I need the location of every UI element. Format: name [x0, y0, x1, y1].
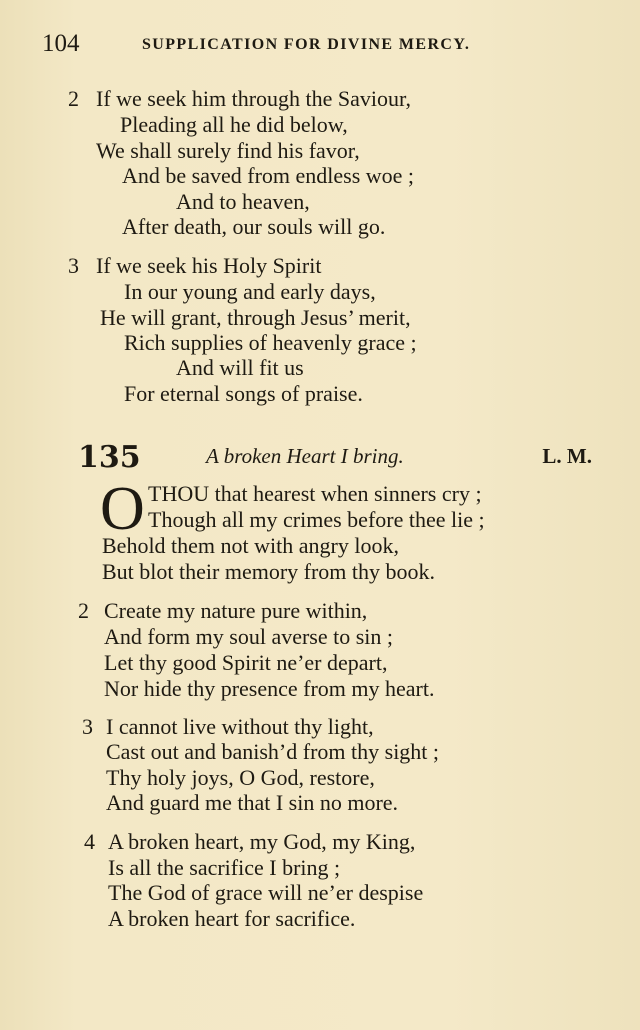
verse-line: And be saved from endless woe ;	[122, 163, 415, 188]
hymn-title: A broken Heart I bring.	[206, 444, 404, 468]
verse-number: 2	[78, 598, 89, 623]
hymn-header	[78, 440, 600, 480]
verse-line: Thy holy joys, O God, restore,	[106, 765, 375, 790]
verse-line: Behold them not with angry look,	[102, 533, 399, 558]
verse-number: 3	[82, 714, 93, 739]
verse-line: After death, our souls will go.	[122, 214, 386, 239]
verse-line: A broken heart for sacrifice.	[108, 906, 356, 931]
drop-cap: O	[100, 475, 145, 543]
verse-line: Is all the sacrifice I bring ;	[108, 855, 341, 880]
verse-line: And guard me that I sin no more.	[106, 790, 399, 815]
verse-line: The God of grace will ne’er despise	[108, 880, 424, 905]
verse-line: And form my soul averse to sin ;	[104, 624, 394, 649]
running-head: SUPPLICATION FOR DIVINE MERCY.	[142, 36, 471, 53]
verse-number: 3	[68, 253, 79, 278]
verse-line: In our young and early days,	[124, 279, 376, 304]
verse-line: Rich supplies of heavenly grace ;	[124, 330, 417, 355]
verse-line: Pleading all he did below,	[120, 112, 348, 137]
verse-line: But blot their memory from thy book.	[102, 559, 436, 584]
verse-line: If we seek him through the Saviour,	[96, 86, 411, 111]
verse-line: And to heaven,	[176, 189, 310, 214]
verse-line: Create my nature pure within,	[104, 598, 368, 623]
page-header	[42, 30, 620, 64]
verse-line: If we seek his Holy Spirit	[96, 253, 322, 278]
verse-number: 2	[68, 86, 79, 111]
verse-line: For eternal songs of praise.	[124, 381, 363, 406]
verse-line: A broken heart, my God, my King,	[108, 829, 416, 854]
verse-line: He will grant, through Jesus’ merit,	[100, 305, 411, 330]
hymn-meter: L. M.	[542, 444, 592, 468]
verse-line: Cast out and banish’d from thy sight ;	[106, 739, 440, 764]
verse-line: We shall surely find his favor,	[96, 138, 360, 163]
verse-line: Though all my crimes before thee lie ;	[148, 507, 485, 532]
verse-line: Let thy good Spirit ne’er depart,	[104, 650, 388, 675]
verse-number: 4	[84, 829, 95, 854]
verse-line: And will fit us	[176, 355, 304, 380]
hymn-number: 135	[78, 440, 141, 475]
verse-line: Nor hide thy presence from my heart.	[104, 676, 435, 701]
page-number: 104	[42, 30, 80, 57]
verse-line: THOU that hearest when sinners cry ;	[148, 481, 482, 506]
verse-line: I cannot live without thy light,	[106, 714, 374, 739]
